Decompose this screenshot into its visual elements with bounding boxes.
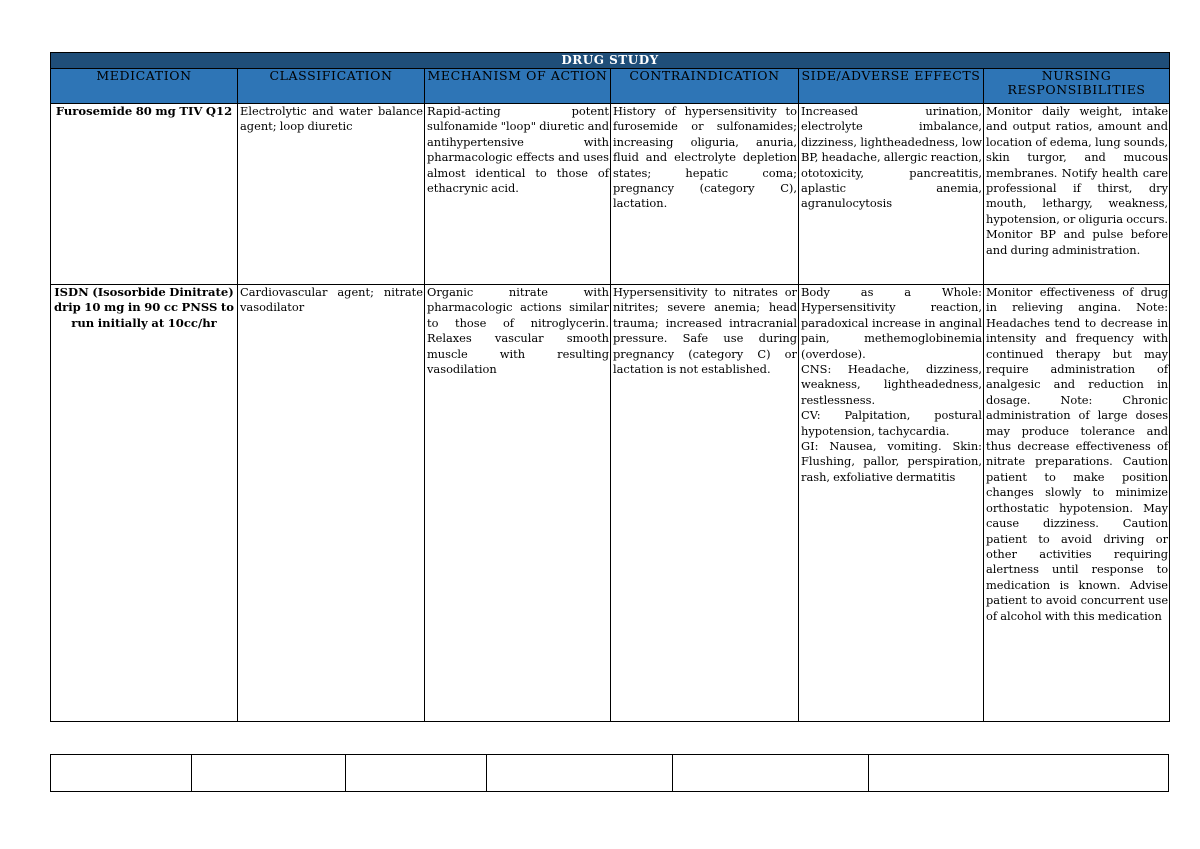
cell-mechanism: Organic nitrate with pharmacologic actions similar to those of nitroglycerin. Relaxes vascular smooth muscle with resulting vasodilation — [425, 285, 611, 722]
header-mechanism: MECHANISM OF ACTION — [425, 69, 611, 104]
header-medication: MEDICATION — [51, 69, 238, 104]
cell-classification: Electrolytic and water balance agent; loop diuretic — [238, 104, 425, 285]
cell-classification: Cardiovascular agent; nitrate vasodilator — [238, 285, 425, 722]
side-effects-line: Body as a Whole: Hypersensitivity reaction, paradoxical increase in anginal pain, methemoglobinemia (overdose). — [801, 285, 982, 361]
drug-study-table — [50, 52, 1170, 722]
header-nursing: NURSING RESPONSIBILITIES — [984, 69, 1170, 104]
header-classification: CLASSIFICATION — [238, 69, 425, 104]
table-title: DRUG STUDY — [51, 53, 1170, 69]
cell-side-effects — [799, 285, 984, 722]
cell-nursing: Monitor daily weight, intake and output ratios, amount and location of edema, lung sounds, skin turgor, and mucous membranes. Notify health care professional if thirst, dry mouth, lethargy, weakness, hypotension, or oliguria occurs. Monitor BP and pulse before and during administration. — [984, 104, 1170, 285]
empty-cell — [50, 754, 192, 792]
cell-medication: Furosemide 80 mg TIV Q12 — [51, 104, 238, 285]
cell-contraindication: History of hypersensitivity to furosemide or sulfonamides; increasing oliguria, anuria, fluid and electrolyte depletion states; hepatic coma; pregnancy (category C), lactation. — [611, 104, 799, 285]
cell-contraindication: Hypersensitivity to nitrates or nitrites; severe anemia; head trauma; increased intracranial pressure. Safe use during pregnancy (category C) or lactation is not established. — [611, 285, 799, 722]
cell-side-effects: Increased urination, electrolyte imbalance, dizziness, lightheadedness, low BP, headache, allergic reaction, ototoxicity, pancreatitis, aplastic anemia, agranulocytosis — [799, 104, 984, 285]
empty-cell — [486, 754, 673, 792]
table-row — [51, 285, 1170, 722]
header-side-effects: SIDE/ADVERSE EFFECTS — [799, 69, 984, 104]
header-contraindication: CONTRAINDICATION — [611, 69, 799, 104]
cell-mechanism: Rapid-acting potent sulfonamide "loop" diuretic and antihypertensive with pharmacologic effects and uses almost identical to those of ethacrynic acid. — [425, 104, 611, 285]
cell-nursing: Monitor effectiveness of drug in relieving angina. Note: Headaches tend to decrease in intensity and frequency with continued therapy but may require administration of analgesic and reduction in dosage. Note: Chronic administration of large doses may produce tolerance and thus decrease effectiveness of nitrate preparations. Caution patient to make position changes slowly to minimize orthostatic hypotension. May cause dizziness. Caution patient to avoid driving or other activities requiring alertness until response to medication is known. Advise patient to avoid concurrent use of alcohol with this medication — [984, 285, 1170, 722]
table-row — [51, 104, 1170, 285]
empty-cell — [672, 754, 869, 792]
empty-cell — [868, 754, 1169, 792]
side-effects-line: GI: Nausea, vomiting. Skin: Flushing, pallor, perspiration, rash, exfoliative dermatitis — [801, 439, 982, 484]
empty-cell — [191, 754, 346, 792]
drug-study-sheet — [50, 52, 1169, 722]
empty-cell — [345, 754, 487, 792]
cell-medication: ISDN (Isosorbide Dinitrate) drip 10 mg in 90 cc PNSS to run initially at 10cc/hr — [51, 285, 238, 722]
side-effects-line: CV: Palpitation, postural hypotension, tachycardia. — [801, 408, 982, 438]
side-effects-line: CNS: Headache, dizziness, weakness, lightheadedness, restlessness. — [801, 362, 982, 407]
empty-footer-row — [50, 754, 1169, 792]
